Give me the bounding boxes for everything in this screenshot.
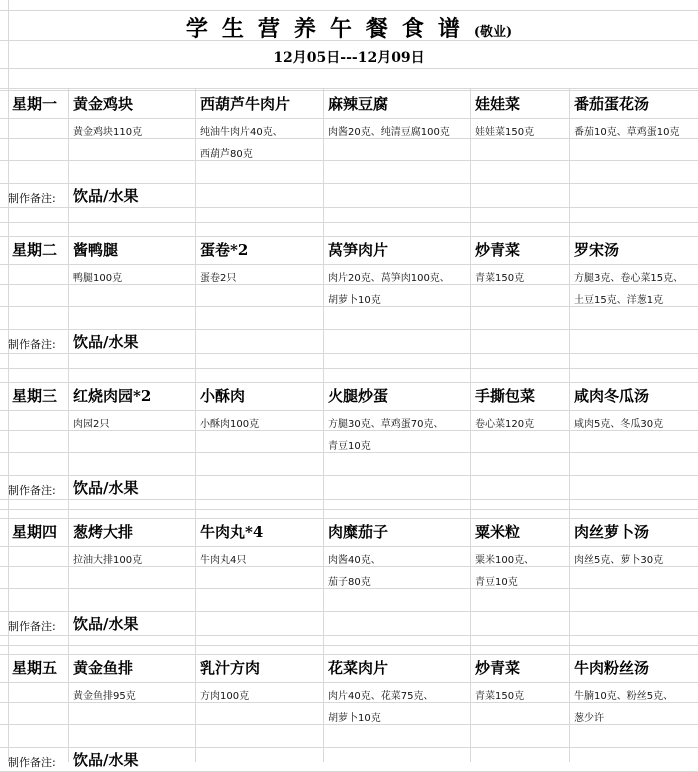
grid-row-line <box>0 611 698 612</box>
note-label: 制作备注: <box>8 620 56 633</box>
grid-row-line <box>0 10 698 11</box>
grid-col-line <box>8 0 9 762</box>
dish-ingredients: 方腿30克、草鸡蛋70克、 <box>328 419 444 430</box>
dish-name: 红烧肉园*2 <box>73 387 152 405</box>
note-label: 制作备注: <box>8 756 56 769</box>
grid-row-line <box>0 138 698 139</box>
grid-col-line <box>68 88 69 762</box>
dish-ingredients: 肉酱40克、 <box>328 555 381 566</box>
dish-ingredients: 茄子80克 <box>328 577 371 588</box>
day-label: 星期四 <box>12 523 58 541</box>
grid-col-line <box>323 88 324 762</box>
grid-col-line <box>195 88 196 762</box>
note-label: 制作备注: <box>8 338 56 351</box>
note-value: 饮品/水果 <box>73 751 139 769</box>
grid-row-line <box>0 499 698 500</box>
grid-row-line <box>0 452 698 453</box>
dish-name: 肉丝萝卜汤 <box>574 523 650 541</box>
grid-row-line <box>0 222 698 223</box>
grid-row-line <box>0 724 698 725</box>
dish-ingredients: 肉片20克、莴笋肉100克、 <box>328 273 450 284</box>
note-value: 饮品/水果 <box>73 187 139 205</box>
grid-row-line <box>0 284 698 285</box>
dish-name: 牛肉丸*4 <box>200 523 264 541</box>
grid-row-line <box>0 90 698 91</box>
dish-name: 乳汁方肉 <box>200 659 261 677</box>
dish-name: 酱鸭腿 <box>73 241 119 259</box>
dish-name: 黄金鸡块 <box>73 95 134 113</box>
grid-row-line <box>0 546 698 547</box>
grid-row-line <box>0 518 698 519</box>
dish-name: 炒青菜 <box>475 241 521 259</box>
dish-name: 花菜肉片 <box>328 659 389 677</box>
grid-row-line <box>0 353 698 354</box>
dish-name: 咸肉冬瓜汤 <box>574 387 650 405</box>
dish-name: 娃娃菜 <box>475 95 521 113</box>
dish-ingredients: 鸭腿100克 <box>73 273 123 284</box>
grid-row-line <box>0 382 698 383</box>
grid-col-line <box>470 88 471 762</box>
grid-row-line <box>0 264 698 265</box>
dish-name: 莴笋肉片 <box>328 241 389 259</box>
dish-ingredients: 青豆10克 <box>475 577 518 588</box>
day-label: 星期三 <box>12 387 58 405</box>
dish-ingredients: 黄金鱼排95克 <box>73 691 136 702</box>
grid-row-line <box>0 68 698 69</box>
day-label: 星期五 <box>12 659 58 677</box>
dish-name: 小酥肉 <box>200 387 246 405</box>
dish-ingredients: 肉园2只 <box>73 419 110 430</box>
dish-name: 西葫芦牛肉片 <box>200 95 291 113</box>
dish-ingredients: 黄金鸡块110克 <box>73 127 143 138</box>
grid-row-line <box>0 118 698 119</box>
day-label: 星期一 <box>12 95 58 113</box>
dish-ingredients: 牛腩10克、粉丝5克、 <box>574 691 674 702</box>
dish-name: 番茄蛋花汤 <box>574 95 650 113</box>
grid-row-line <box>0 410 698 411</box>
dish-ingredients: 肉酱20克、纯清豆腐100克 <box>328 127 450 138</box>
grid-col-line <box>569 88 570 762</box>
dish-name: 牛肉粉丝汤 <box>574 659 650 677</box>
dish-ingredients: 葱少许 <box>574 713 604 724</box>
dish-ingredients: 方腿3克、卷心菜15克、 <box>574 273 684 284</box>
grid-row-line <box>0 588 698 589</box>
grid-row-line <box>0 475 698 476</box>
dish-ingredients: 卷心菜120克 <box>475 419 535 430</box>
grid-row-line <box>0 183 698 184</box>
dish-name: 罗宋汤 <box>574 241 620 259</box>
dish-name: 炒青菜 <box>475 659 521 677</box>
grid-row-line <box>0 509 698 510</box>
dish-ingredients: 西葫芦80克 <box>200 149 253 160</box>
dish-ingredients: 牛肉丸4只 <box>200 555 247 566</box>
grid-row-line <box>0 236 698 237</box>
dish-ingredients: 胡萝卜10克 <box>328 713 381 724</box>
dish-name: 火腿炒蛋 <box>328 387 389 405</box>
dish-name: 粟米粒 <box>475 523 521 541</box>
grid-row-line <box>0 566 698 567</box>
dish-ingredients: 青菜150克 <box>475 691 525 702</box>
grid-row-line <box>0 747 698 748</box>
dish-ingredients: 土豆15克、洋葱1克 <box>574 295 664 306</box>
dish-ingredients: 方肉100克 <box>200 691 250 702</box>
dish-ingredients: 纯油牛肉片40克、 <box>200 127 283 138</box>
dish-ingredients: 娃娃菜150克 <box>475 127 535 138</box>
dish-ingredients: 粟米100克、 <box>475 555 535 566</box>
menu-title <box>0 12 698 43</box>
grid-row-line <box>0 88 698 89</box>
grid-row-line <box>0 702 698 703</box>
grid-row-line <box>0 207 698 208</box>
note-label: 制作备注: <box>8 484 56 497</box>
dish-ingredients: 蛋卷2只 <box>200 273 237 284</box>
note-label: 制作备注: <box>8 192 56 205</box>
note-value: 饮品/水果 <box>73 333 139 351</box>
dish-name: 手撕包菜 <box>475 387 536 405</box>
dish-name: 蛋卷*2 <box>200 241 249 259</box>
dish-ingredients: 青豆10克 <box>328 441 371 452</box>
grid-row-line <box>0 368 698 369</box>
dish-name: 肉糜茄子 <box>328 523 389 541</box>
dish-name: 葱烤大排 <box>73 523 134 541</box>
dish-ingredients: 肉丝5克、萝卜30克 <box>574 555 664 566</box>
dish-ingredients: 番茄10克、草鸡蛋10克 <box>574 127 680 138</box>
grid-row-line <box>0 654 698 655</box>
title-sub: (敬业) <box>473 25 513 40</box>
grid-row-line <box>0 645 698 646</box>
dish-ingredients: 胡萝卜10克 <box>328 295 381 306</box>
grid-row-line <box>0 306 698 307</box>
grid-row-line <box>0 635 698 636</box>
date-range: 12月05日---12月09日 <box>273 50 425 66</box>
grid-row-line <box>0 430 698 431</box>
dish-ingredients: 肉片40克、花菜75克、 <box>328 691 434 702</box>
dish-name: 黄金鱼排 <box>73 659 134 677</box>
dish-ingredients: 咸肉5克、冬瓜30克 <box>574 419 664 430</box>
dish-ingredients: 小酥肉100克 <box>200 419 260 430</box>
grid-row-line <box>0 329 698 330</box>
grid-row-line <box>0 682 698 683</box>
grid-row-line <box>0 160 698 161</box>
dish-ingredients: 青菜150克 <box>475 273 525 284</box>
note-value: 饮品/水果 <box>73 615 139 633</box>
title-main: 学生营养午餐食谱 <box>185 16 474 42</box>
dish-name: 麻辣豆腐 <box>328 95 389 113</box>
dish-ingredients: 拉油大排100克 <box>73 555 143 566</box>
day-label: 星期二 <box>12 241 58 259</box>
note-value: 饮品/水果 <box>73 479 139 497</box>
